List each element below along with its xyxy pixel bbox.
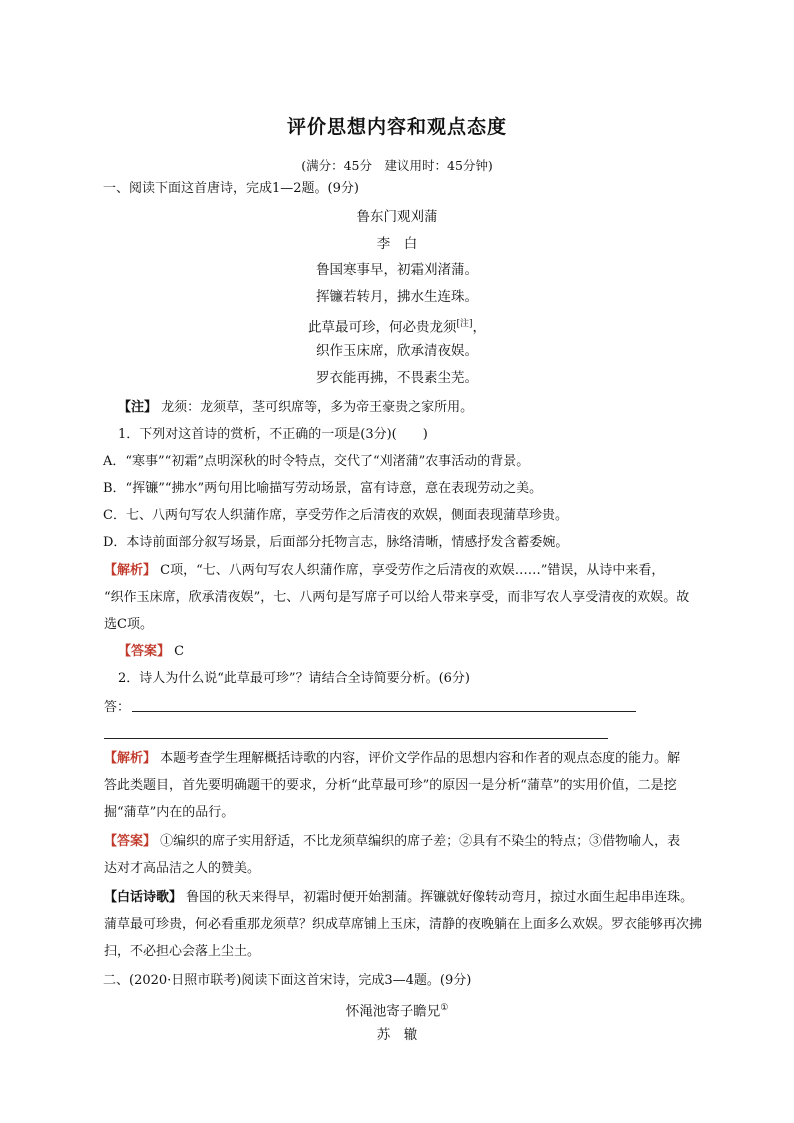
- page-title: 评价思想内容和观点态度: [286, 116, 507, 138]
- q2-analysis-line: 答此类题目，首先要明确题干的要求，分析“此草最可珍”的原因一是分析“蒲草”的实用价值，二是挖: [104, 778, 677, 793]
- q1-option-a: A．“寒事”“初霜”点明深秋的时令特点，交代了“刈渚蒲”农事活动的背景。: [103, 454, 530, 469]
- vernacular-text: 鲁国的秋天来得早，初霜时便开始割蒲。挥镰就好像转动弯月，掠过水面生起串串连珠。: [186, 890, 694, 905]
- poem1-line: 挥镰若转月，拂水生连珠。: [316, 289, 478, 305]
- q1-option-b: B．“挥镰”“拂水”两句用比喻描写劳动场景，富有诗意，意在表现劳动之美。: [103, 481, 543, 496]
- analysis-tag: 【解析】: [104, 751, 157, 766]
- poem1-line: 罗衣能再拂，不畏素尘芜。: [316, 370, 478, 386]
- answer-tag: 【答案】: [104, 834, 157, 849]
- score-time-info: (满分：45分 建议用时：45分钟): [301, 158, 493, 173]
- q1-option-c: C．七、八两句写农人织蒲作席，享受劳作之后清夜的欢娱，侧面表现蒲草珍贵。: [103, 508, 568, 523]
- analysis-tag: 【解析】: [104, 563, 157, 578]
- q2-stem: 2．诗人为什么说“此草最可珍”？请结合全诗简要分析。(6分): [118, 671, 470, 686]
- poem1-title: 鲁东门观刈蒲: [356, 209, 438, 225]
- poem2-author: 苏 辙: [376, 1027, 418, 1043]
- vernacular-tag: 【白话诗歌】: [104, 890, 183, 905]
- poem2-title-text: 怀渑池寄子瞻兄: [345, 1003, 441, 1020]
- q1-analysis-line: 选C项。: [104, 617, 153, 632]
- answer-line[interactable]: [104, 738, 608, 739]
- answer-tag: 【答案】: [118, 644, 171, 659]
- q1-analysis-line: “织作玉床席，欣承清夜娱”，七、八两句是写席子可以给人带来享受，而非写农人享受清夜的欢娱。故: [104, 590, 690, 605]
- q2-answer-line: 达对才高品洁之人的赞美。: [104, 861, 261, 876]
- note-text: 龙须：龙须草，茎可织席等，多为帝王豪贵之家所用。: [161, 400, 474, 415]
- q1-answer: [118, 638, 708, 665]
- analysis-text: 本题考查学生理解概括诗歌的内容，评价文学作品的思想内容和作者的观点态度的能力。解: [160, 751, 681, 766]
- vernacular-line: 扫，不必担心会落上尘土。: [104, 944, 261, 959]
- answer-text: ①编织的席子实用舒适，不比龙须草编织的席子差；②具有不染尘的特点；③借物喻人，表: [160, 834, 681, 849]
- poem1-note: [118, 394, 708, 421]
- q1-option-d: D．本诗前面部分叙写场景，后面部分托物言志，脉络清晰，情感抒发含蓄委婉。: [103, 535, 569, 550]
- q1-stem: 1．下列对这首诗的赏析，不正确的一项是(3分)( ): [118, 427, 428, 442]
- q2-answer-label: 答：: [104, 700, 131, 715]
- answer-line[interactable]: [132, 711, 636, 712]
- poem2-title: [0, 995, 794, 1026]
- poem1-line-text: 此草最可珍，何必贵龙须: [307, 319, 457, 336]
- answer-text: C: [174, 644, 185, 659]
- q2-analysis: [104, 745, 704, 772]
- q1-analysis: [104, 557, 704, 584]
- analysis-text: C项，“七、八两句写农人织蒲作席，享受劳作之后清夜的欢娱……”错误，从诗中来看，: [160, 563, 665, 578]
- footnote-marker: ①: [440, 1003, 449, 1013]
- section1-heading: 一、阅读下面这首唐诗，完成1—2题。(9分): [103, 181, 359, 196]
- poem1-author: 李 白: [376, 236, 418, 252]
- note-marker: [注]: [456, 319, 473, 329]
- q2-answer: [104, 828, 704, 855]
- poem1-line: 织作玉床席，欣承清夜娱。: [316, 343, 478, 359]
- note-tag: 【注】: [118, 400, 158, 415]
- poem1-line: 此草最可珍，何必贵龙须[注]，: [307, 319, 487, 336]
- vernacular-line: 蒲草最可珍贵，何必看重那龙须草？织成草席铺上玉床，清静的夜晚躺在上面多么欢娱。罗衣能够再次拂: [104, 917, 703, 932]
- poem1-line: 鲁国寒事早，初霜刈渚蒲。: [316, 262, 478, 278]
- q2-analysis-line: 掘“蒲草”内在的品行。: [104, 805, 235, 820]
- section2-heading: 二、(2020·日照市联考)阅读下面这首宋诗，完成3—4题。(9分): [103, 973, 472, 988]
- vernacular-translation: [104, 884, 704, 911]
